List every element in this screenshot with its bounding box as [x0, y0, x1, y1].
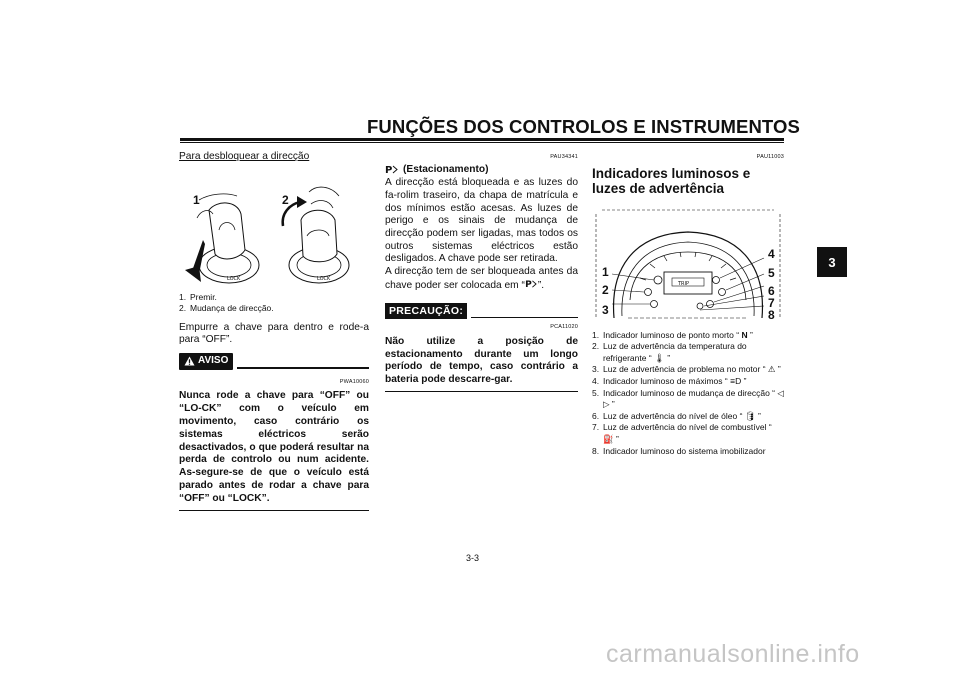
warning-label: AVISO	[179, 353, 233, 370]
indicators-ref: PAU11003	[756, 154, 784, 160]
caution-end-rule	[385, 391, 578, 393]
watermark: carmanualsonline.info	[606, 640, 860, 668]
high-beam-icon: ≡D	[730, 375, 742, 386]
key-illustration	[179, 170, 369, 290]
figure-captions	[179, 292, 369, 315]
list-item: 3. Luz de advertência de problema no motor “ ⚠ ”	[592, 364, 781, 375]
dash-label-8: 8	[768, 307, 775, 322]
unlock-subheading: Para desbloquear a direcção	[179, 151, 310, 162]
caution-ref: PCA11020	[550, 324, 578, 331]
unlock-instruction: Empurre a chave para dentro e rode-a para “OFF”.	[179, 321, 369, 346]
warning-triangle-icon	[184, 356, 195, 366]
warning-bar	[179, 353, 369, 370]
caption-item: 2. Mudança de direcção.	[179, 303, 274, 314]
svg-text:P: P	[525, 279, 532, 289]
svg-text:LOCK: LOCK	[227, 275, 241, 282]
dash-label-5: 5	[768, 265, 775, 280]
list-item: 7. Luz de advertência do nível de combustível “ ⛽ ”	[592, 422, 772, 444]
middle-column	[385, 151, 578, 392]
warning-end-rule	[179, 510, 369, 512]
list-item: 6. Luz de advertência do nível de óleo “ 🛢 ”	[592, 410, 761, 421]
list-item: 2. Luz de advertência da temperatura do refrigerante “ 🌡 ”	[592, 341, 747, 363]
caution-label: PRECAUÇÃO:	[385, 303, 467, 320]
list-item: 1. Indicador luminoso de ponto morto “ N ”	[592, 329, 753, 340]
dash-label-2: 2	[602, 282, 609, 297]
indicators-heading: Indicadores luminosos e luzes de advertência	[592, 165, 751, 196]
caution-rule	[471, 317, 578, 319]
svg-text:P: P	[385, 165, 393, 176]
dashboard-figure	[592, 200, 784, 324]
neutral-icon: N	[741, 329, 748, 340]
chapter-tab: 3	[817, 247, 847, 277]
engine-trouble-icon: ⚠	[767, 364, 776, 375]
fuel-level-icon: ⛽	[603, 433, 614, 444]
coolant-temperature-icon: 🌡	[654, 352, 665, 363]
warning-rule	[237, 367, 369, 369]
left-column	[179, 151, 369, 511]
dash-label-3: 3	[602, 302, 609, 317]
header-rule-thin	[180, 142, 784, 143]
svg-text:LOCK: LOCK	[317, 275, 331, 282]
parking-heading: P (Estacionamento)	[385, 163, 489, 176]
list-item: 4. Indicador luminoso de máximos “ ≡D ”	[592, 375, 747, 386]
parking-p-icon	[385, 164, 399, 175]
oil-level-icon: 🛢	[744, 410, 756, 421]
caption-item: 1. Premir.	[179, 291, 217, 302]
turn-signal-icon: ◁ ▷	[603, 387, 784, 410]
dash-label-6: 6	[768, 283, 775, 298]
section-ref: PAU34341	[550, 154, 578, 160]
list-item: 8. Indicador luminoso do sistema imobilizador	[592, 445, 766, 456]
header-rule	[180, 138, 784, 141]
dash-label-1: 1	[602, 264, 609, 279]
svg-text:TRIP: TRIP	[678, 280, 690, 287]
right-column	[592, 151, 784, 457]
figure-label-1: 1	[193, 192, 200, 207]
dashboard-illustration	[592, 200, 784, 324]
page-number: 3-3	[466, 553, 480, 563]
parking-p-icon-inline	[525, 279, 538, 289]
page-header-title: FUNÇÕES DOS CONTROLOS E INSTRUMENTOS	[367, 116, 800, 137]
caution-bar	[385, 303, 578, 320]
dash-label-4: 4	[768, 246, 775, 261]
warning-ref: PWA10060	[339, 378, 369, 385]
parking-paragraph-2: A direcção tem de ser bloqueada antes da chave poder ser colocada em “ P ”.	[385, 266, 578, 291]
key-figure	[179, 170, 369, 290]
list-item: 5. Indicador luminoso de mudança de direcção “ ◁ ▷ ”	[592, 387, 784, 410]
figure-label-2: 2	[282, 192, 289, 207]
dash-label-7: 7	[768, 295, 775, 310]
caution-text: Não utilize a posição de estacionamento durante um longo período de tempo, caso contrário a bateria pode descarre-gar.	[385, 335, 578, 386]
indicator-list	[592, 330, 784, 458]
parking-paragraph-1: A direcção está bloqueada e as luzes do fa-rolim traseiro, da chapa de matrícula e dos mínimos estão acesas. As luzes de perigo e os sinais de mudança de direcção podem ser ligadas, mas todos os outros sistemas eléctricos estão desligados. A chave pode ser retirada.	[385, 177, 578, 265]
warning-text: Nunca rode a chave para “OFF” ou “LO-CK” com o veículo em movimento, caso contrário os sistemas eléctricos serão desactivados, o que poderá resultar na perda de controlo ou num acidente. As-segure-se de que o veículo está parado antes de rodar a chave para “OFF” ou “LOCK”.	[179, 390, 369, 504]
